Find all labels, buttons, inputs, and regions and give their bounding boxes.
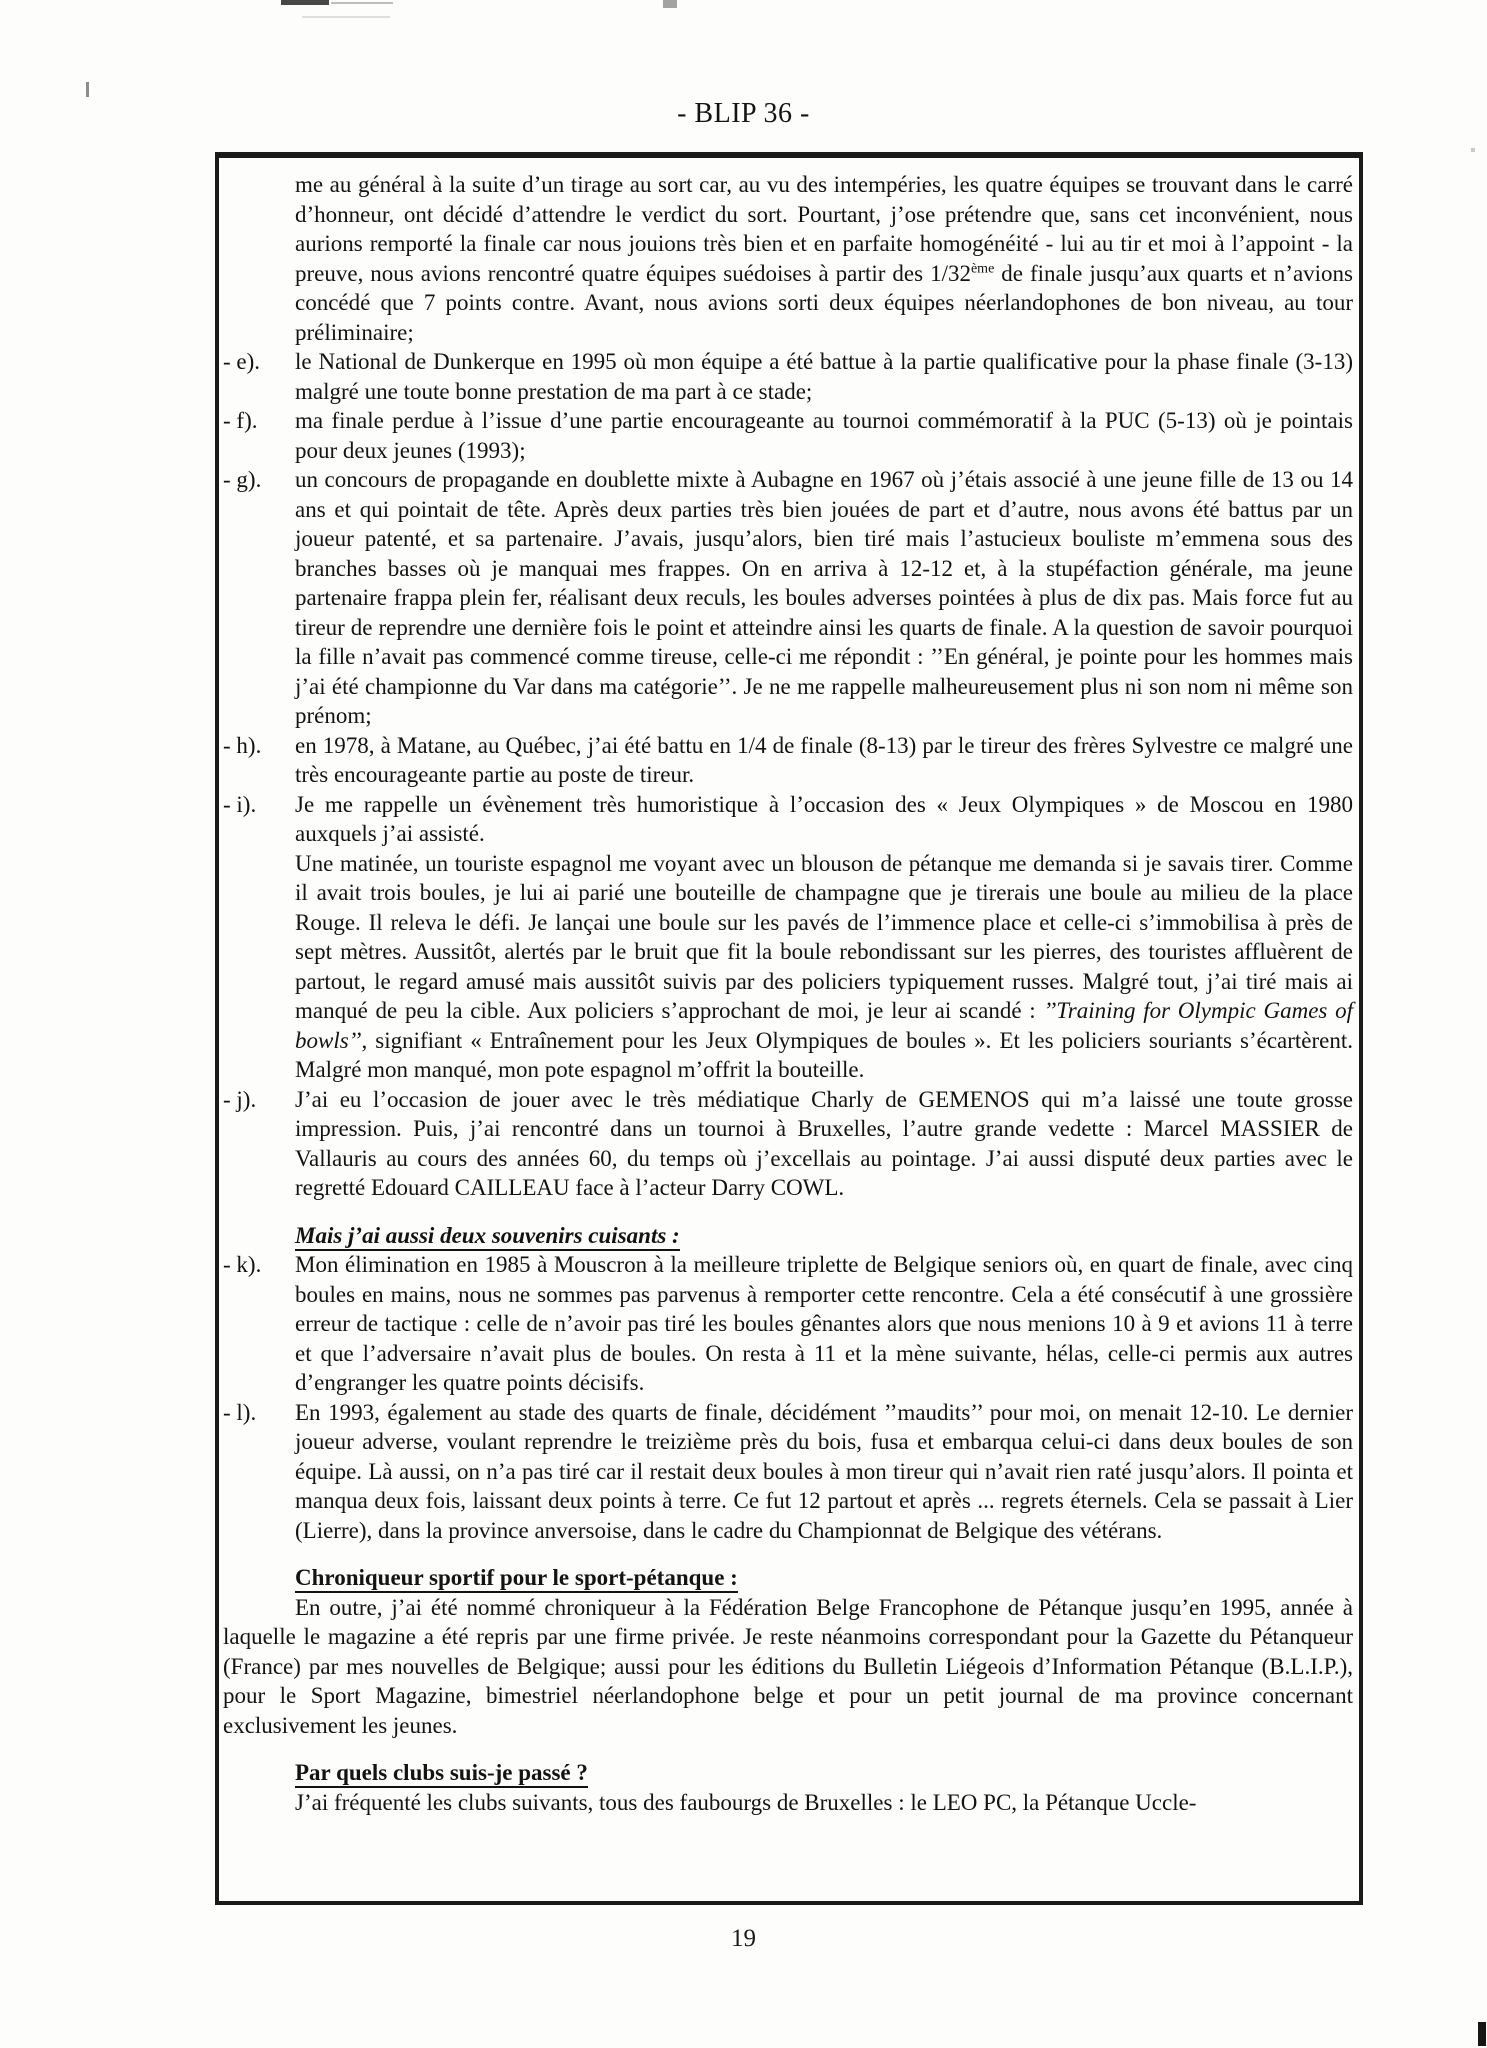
item-i-text-after-quote: , signifiant « Entraînement pour les Jeux Olympiques de boules ». Et les policiers souriants s’écartèrent. Malgré mon manqué, mon pote espagnol m’offrit la bouteille. bbox=[295, 1027, 1353, 1082]
section-heading-clubs bbox=[295, 1758, 1353, 1788]
section-heading-chroniqueur bbox=[295, 1563, 1353, 1593]
section-heading-text: Par quels clubs suis-je passé ? bbox=[295, 1760, 588, 1788]
list-item-j bbox=[223, 1085, 1353, 1203]
item-i-paragraph-2 bbox=[295, 849, 1353, 1085]
chroniqueur-paragraph: En outre, j’ai été nommé chroniqueur à la Fédération Belge Francophone de Pétanque jusqu’en 1995, année à laquelle le magazine a été repris par une firme privée. Je reste néanmoins correspondant pour la Gazette du Pétanqueur (France) par mes nouvelles de Belgique; aussi pour les éditions du Bulletin Liégeois d’Information Pétanque (B.L.I.P.), pour le Sport Magazine, bimestriel néerlandophone belge et pour un petit journal de ma province concernant exclusivement les jeunes. bbox=[223, 1594, 1353, 1738]
section-heading-souvenirs bbox=[295, 1221, 1353, 1251]
item-text: en 1978, à Matane, au Québec, j’ai été battu en 1/4 de finale (8-13) par le tireur des frères Sylvestre ce malgré une très encourageante partie au poste de tireur. bbox=[295, 732, 1353, 787]
item-marker: - g). bbox=[223, 467, 262, 492]
item-marker: - e). bbox=[223, 349, 261, 374]
item-text: Mon élimination en 1985 à Mouscron à la meilleure triplette de Belgique seniors où, en quart de finale, avec cinq boules en mains, nous ne sommes pas parvenus à remporter cette rencontre. Cela a été consécutif à une grossière erreur de tactique : celle de n’avoir pas tiré les boules gênantes alors que nous menions 10 à 9 et avions 11 à terre et que l’adversaire n’avait plus de boules. On resta à 11 et la mène suivante, hélas, celle-ci permis aux autres d’engranger les quatre points décisifs. bbox=[295, 1252, 1353, 1395]
list-item-l bbox=[223, 1398, 1353, 1546]
item-marker: - l). bbox=[223, 1399, 257, 1425]
item-i-paragraph-1: Je me rappelle un évènement très humoristique à l’occasion des « Jeux Olympiques » de Moscou en 1980 auxquels j’ai assisté. bbox=[295, 791, 1353, 846]
clubs-paragraph: J’ai fréquenté les clubs suivants, tous des faubourgs de Bruxelles : le LEO PC, la Pétanque Uccle- bbox=[295, 1789, 1197, 1815]
superscript-eme: ème bbox=[970, 260, 995, 276]
section-heading-text: Mais j’ai aussi deux souvenirs cuisants : bbox=[295, 1223, 680, 1251]
list-item-e bbox=[223, 347, 1353, 406]
scan-artifact bbox=[302, 16, 390, 18]
list-item-i bbox=[223, 790, 1353, 1085]
item-marker: - h). bbox=[223, 732, 262, 758]
list-item-k bbox=[223, 1250, 1353, 1398]
intro-paragraph bbox=[295, 170, 1353, 347]
scan-artifact bbox=[1478, 2022, 1486, 2046]
scan-artifact bbox=[86, 82, 89, 97]
list-item-f bbox=[223, 406, 1353, 465]
item-text: ma finale perdue à l’issue d’une partie encourageante au tournoi commémoratif à la PUC (5-13) où je pointais pour deux jeunes (1993); bbox=[295, 408, 1353, 463]
item-text: En 1993, également au stade des quarts de finale, décidément ’’maudits’’ pour moi, on menait 12-10. Le dernier joueur adverse, voulant reprendre le treizième près du bois, fusa et embarqua celui-ci dans deux boules de son équipe. Là aussi, on n’a pas tiré car il restait deux boules à mon tireur qui n’avait rien raté jusqu’alors. Il pointa et manqua deux fois, laissant deux points à terre. Ce fut 12 partout et après ... regrets éternels. Cela se passait à Lier (Lierre), dans la province anversoise, dans le cadre du Championnat de Belgique des vétérans. bbox=[295, 1399, 1353, 1543]
page-number: 19 bbox=[731, 1925, 756, 1952]
scan-artifact bbox=[281, 0, 329, 5]
item-marker: - j). bbox=[223, 1086, 257, 1112]
scan-artifact bbox=[1471, 148, 1475, 152]
item-text: un concours de propagande en doublette mixte à Aubagne en 1967 où j’étais associé à une jeune fille de 13 ou 14 ans et qui pointait de tête. Après deux parties très bien jouées de part et d’autre, nous avons été battus par un joueur patenté, et sa partenaire. J’avais, jusqu’alors, bien tiré mais l’astucieux bouliste m’emmena sous des branches basses où je manquai mes frappes. On en arriva à 12-12 et, à la stupéfaction générale, ma jeune partenaire frappa plein fer, réalisant deux reculs, les boules adverses pointées à plus de dix pas. Mais force fut au tireur de reprendre une dernière fois le point et atteindre ainsi les quarts de finale. A la question de savoir pourquoi la fille n’avait pas commencé comme tireuse, celle-ci me répondit : ’’En général, je pointe pour les hommes mais j’ai été championne du Var dans ma catégorie’’. Je ne me rappelle malheureusement plus ni son nom ni même son prénom; bbox=[295, 467, 1353, 728]
list-item-g bbox=[223, 465, 1353, 731]
intro-text-before: me au général à la suite d’un tirage au sort car, au vu des intempéries, les quatre équipes se trouvant dans le carré d’honneur, ont décidé d’attendre le verdict du sort. Pourtant, j’ose prétendre que, sans cet inconvénient, nous aurions remporté la finale car nous jouions très bien et en parfaite homogénéité - lui au tir et moi à l’appoint - la preuve, nous avions rencontré quatre équipes suédoises à partir des 1/32 bbox=[295, 172, 1353, 286]
italic-quote: ’’Training for Olympic Games of bowls’’ bbox=[295, 998, 1353, 1053]
scan-artifact bbox=[331, 2, 393, 4]
item-marker: - f). bbox=[223, 408, 258, 433]
item-text: J’ai eu l’occasion de jouer avec le très médiatique Charly de GEMENOS qui m’a laissé une toute grosse impression. Puis, j’ai rencontré dans un tournoi à Bruxelles, l’autre grande vedette : Marcel MASSIER de Vallauris au cours des années 60, du temps où j’excellais au pointage. J’ai aussi disputé deux parties avec le regretté Edouard CAILLEAU face à l’acteur Darry COWL. bbox=[295, 1086, 1353, 1200]
item-marker: - i). bbox=[223, 791, 257, 817]
scan-artifact bbox=[663, 0, 677, 8]
text-frame bbox=[215, 152, 1363, 1905]
item-i-text-before-quote: Une matinée, un touriste espagnol me voyant avec un blouson de pétanque me demanda si je savais tirer. Comme il avait trois boules, je lui ai parié une bouteille de champagne que je tirerais une boule au milieu de la place Rouge. Il releva le défi. Je lançai une boule sur les pavés de l’immence place et celle-ci s’immobilisa à près de sept mètres. Aussitôt, alertés par le bruit que fit la boule rebondissant sur les pierres, des touristes affluèrent de partout, le regard amusé mais aussitôt suivis par des policiers typiquement russes. Malgré tout, j’ai tiré mais ai manqué de peu la cible. Aux policiers s’approchant de moi, je leur ai scandé : bbox=[295, 850, 1353, 1023]
page-title: - BLIP 36 - bbox=[677, 98, 810, 129]
list-item-h bbox=[223, 731, 1353, 790]
intro-text-after: de finale jusqu’aux quarts et n’avions concédé que 7 points contre. Avant, nous avions sorti deux équipes néerlandophones de bon niveau, au tour préliminaire; bbox=[295, 260, 1353, 345]
section-heading-text: Chroniqueur sportif pour le sport-pétanque : bbox=[295, 1565, 738, 1593]
item-marker: - k). bbox=[223, 1252, 262, 1277]
item-text: le National de Dunkerque en 1995 où mon équipe a été battue à la partie qualificative pour la phase finale (3-13) malgré une toute bonne prestation de ma part à ce stade; bbox=[295, 349, 1353, 404]
